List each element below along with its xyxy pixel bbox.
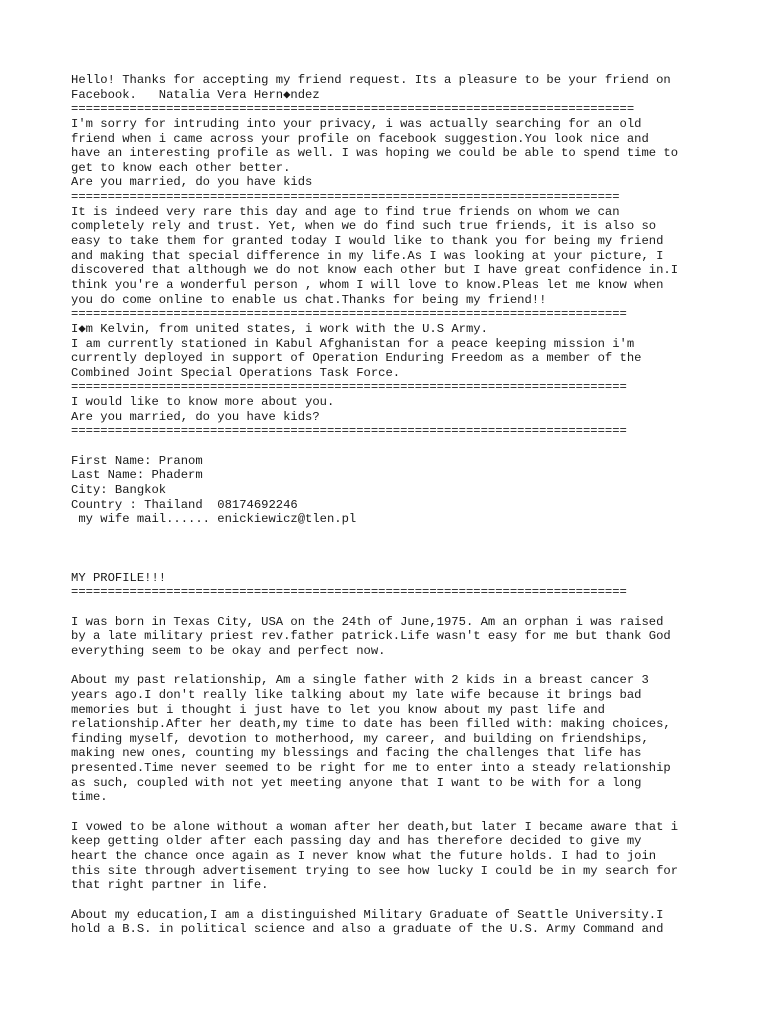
- document-body: [71, 73, 761, 937]
- text-line: I'm sorry for intruding into your privacy, i was actually searching for an old: [71, 116, 642, 131]
- text-line: It is indeed very rare this day and age to find true friends on whom we can: [71, 204, 620, 219]
- text-line: relationship.After her death,my time to date has been filled with: making choices,: [71, 717, 671, 732]
- separator-line: ===========================================================================: [71, 190, 620, 205]
- text-line: friend when i came across your profile on facebook suggestion.You look nice and: [71, 131, 649, 146]
- text-line: by a late military priest rev.father patrick.Life wasn't easy for me but thank God: [71, 629, 671, 644]
- blank-line: [71, 439, 761, 454]
- text-line: About my past relationship, Am a single father with 2 kids in a breast cancer 3: [71, 673, 649, 688]
- text-line: keep getting older after each passing day and has therefore decided to give my: [71, 834, 642, 849]
- separator-line: =============================================================================: [71, 102, 635, 117]
- city-field: City: Bangkok: [71, 482, 167, 497]
- text-line: and making that special difference in my life.As I was looking at your picture, I: [71, 248, 664, 263]
- text-line: I vowed to be alone without a woman after her death,but later I became aware that i: [71, 819, 679, 834]
- text-line: everything seem to be okay and perfect now.: [71, 643, 386, 658]
- text-line: easy to take them for granted today I would like to thank you for being my friend: [71, 234, 664, 249]
- text-line: discovered that although we do not know each other but I have great confidence in.I: [71, 263, 679, 278]
- text-line: Combined Joint Special Operations Task Force.: [71, 365, 401, 380]
- text-line: I was born in Texas City, USA on the 24th of June,1975. Am an orphan i was raised: [71, 614, 664, 629]
- separator-line: ============================================================================: [71, 380, 627, 395]
- text-line: that right partner in life.: [71, 878, 269, 893]
- text-line: I would like to know more about you.: [71, 395, 335, 410]
- text-line: hold a B.S. in political science and also a graduate of the U.S. Army Command and: [71, 922, 664, 937]
- text-line: making new ones, counting my blessings and facing the challenges that life has: [71, 746, 642, 761]
- text-line: I◆m Kelvin, from united states, i work with the U.S Army.: [71, 321, 488, 336]
- blank-line: [71, 659, 761, 674]
- profile-heading: MY PROFILE!!!: [71, 570, 167, 585]
- blank-line: [71, 805, 761, 820]
- blank-line: [71, 893, 761, 908]
- text-line: memories but i thought i just have to let you know about my past life and: [71, 702, 605, 717]
- text-line: years ago.I don't really like talking about my late wife because it brings bad: [71, 687, 642, 702]
- text-line: Are you married, do you have kids?: [71, 409, 320, 424]
- text-line: time.: [71, 790, 108, 805]
- text-line: you do come online to enable us chat.Thanks for being my friend!!: [71, 292, 547, 307]
- text-line: Are you married, do you have kids: [71, 175, 313, 190]
- text-line: have an interesting profile as well. I was hoping we could be able to spend time to: [71, 146, 679, 161]
- text-line: Hello! Thanks for accepting my friend request. Its a pleasure to be your friend on: [71, 73, 671, 87]
- text-line: presented.Time never seemed to be right for me to enter into a steady relationship: [71, 761, 671, 776]
- blank-line: [71, 527, 761, 542]
- text-line: get to know each other better.: [71, 160, 291, 175]
- text-line: About my education,I am a distinguished Military Graduate of Seattle University.I: [71, 907, 664, 922]
- last-name-field: Last Name: Phaderm: [71, 468, 203, 483]
- text-line: heart the chance once again as I never know what the future holds. I had to join: [71, 848, 657, 863]
- text-line: completely rely and trust. Yet, when we do find such true friends, it is also so: [71, 219, 657, 234]
- text-line: finding myself, devotion to motherhood, my career, and building on friendships,: [71, 731, 649, 746]
- text-line: this site through advertisement trying to see how lucky I could be in my search for: [71, 863, 679, 878]
- text-line: currently deployed in support of Operation Enduring Freedom as a member of the: [71, 351, 642, 366]
- blank-line: [71, 542, 761, 557]
- first-name-field: First Name: Pranom: [71, 453, 203, 468]
- text-line: I am currently stationed in Kabul Afghanistan for a peace keeping mission i'm: [71, 336, 635, 351]
- text-line: think you're a wonderful person , whom I will love to know.Pleas let me know when: [71, 277, 664, 292]
- wife-mail-field: my wife mail...... enickiewicz@tlen.pl: [71, 512, 357, 527]
- country-field: Country : Thailand 08174692246: [71, 497, 298, 512]
- separator-line: ============================================================================: [71, 424, 627, 439]
- text-line: Facebook. Natalia Vera Hern◆ndez: [71, 87, 320, 102]
- blank-line: [71, 600, 761, 615]
- blank-line: [71, 556, 761, 571]
- separator-line: ============================================================================: [71, 585, 627, 600]
- separator-line: ============================================================================: [71, 307, 627, 322]
- text-line: as such, coupled with not yet meeting anyone that I want to be with for a long: [71, 775, 642, 790]
